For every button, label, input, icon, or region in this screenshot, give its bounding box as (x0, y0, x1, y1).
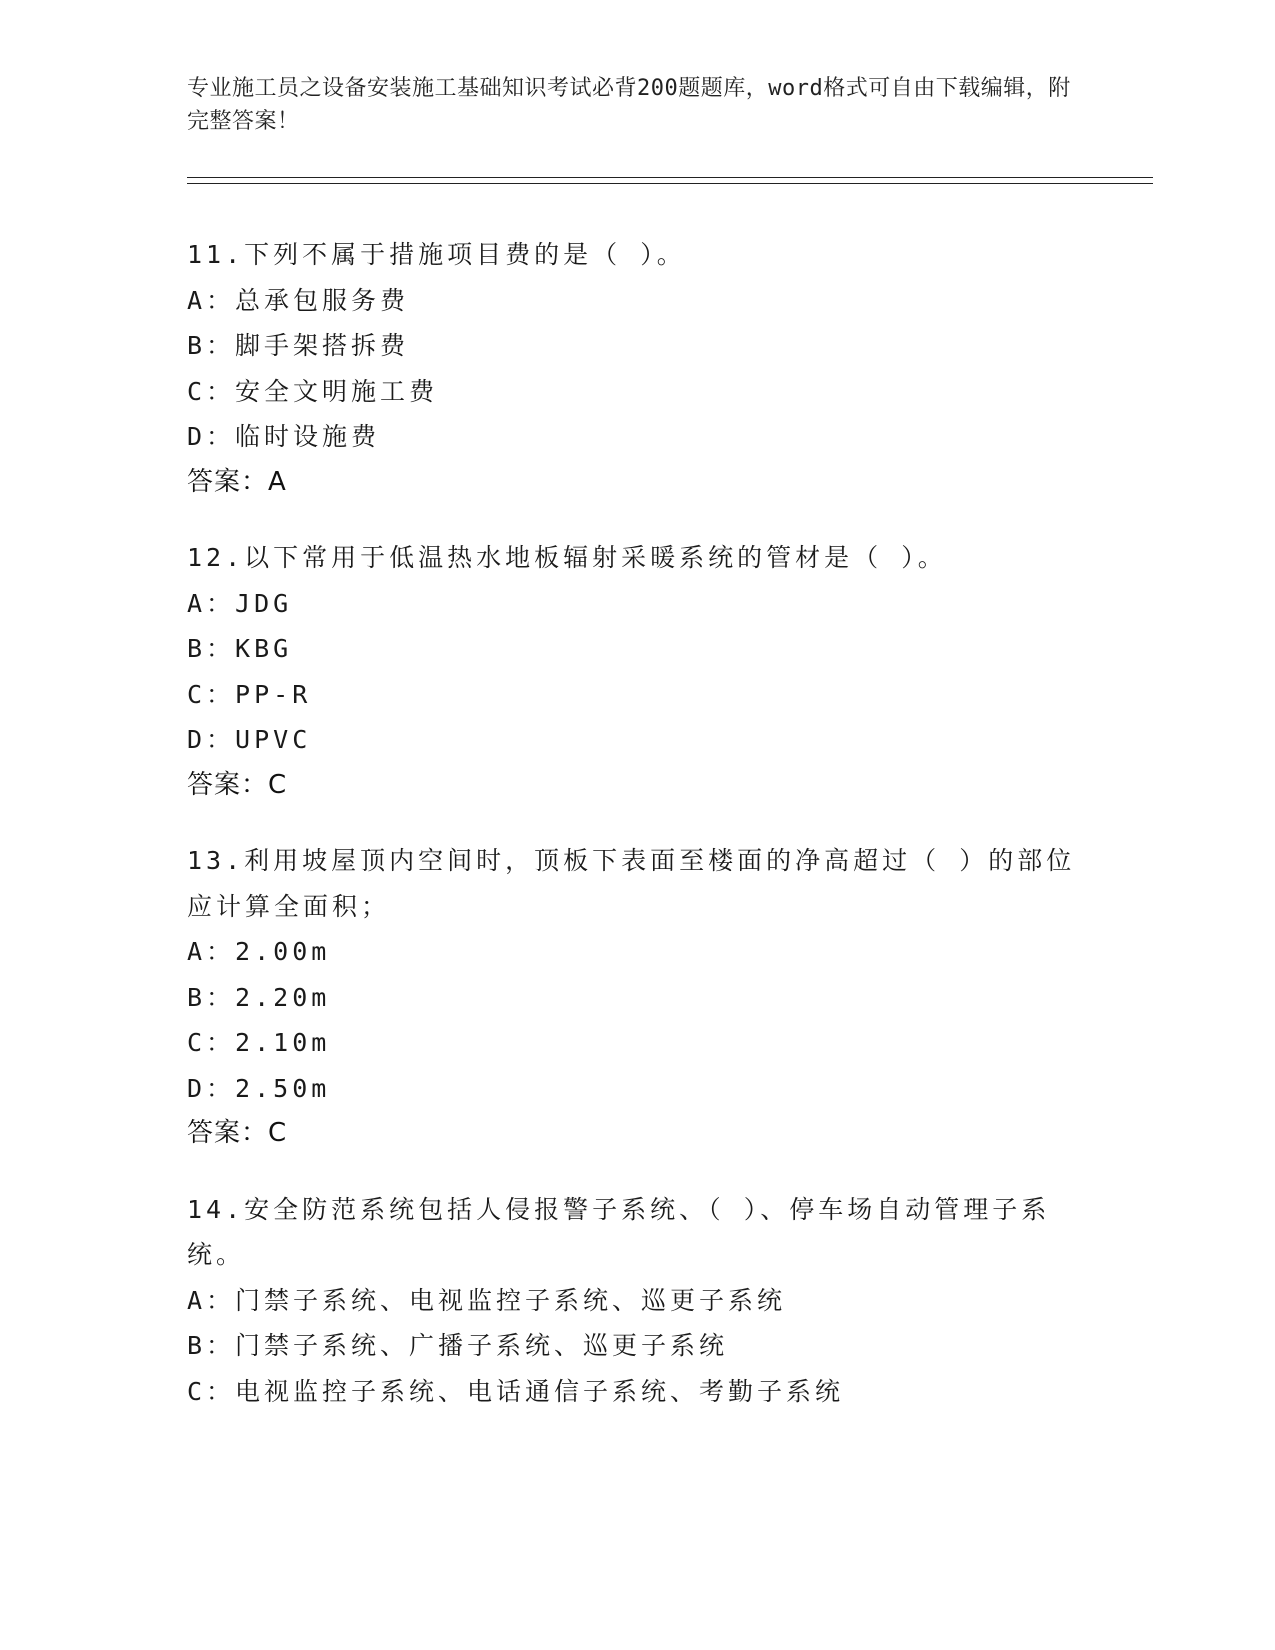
header-divider-second (187, 183, 1153, 184)
question-14 (187, 1187, 1087, 1415)
option-a: A：JDG (187, 588, 293, 618)
question-stem: 12.以下常用于低温热水地板辐射采暖系统的管材是（ ）。 (187, 543, 947, 572)
question-13 (187, 838, 1087, 1157)
option-b: B：脚手架搭拆费 (187, 331, 410, 360)
header-note: 专业施工员之设备安装施工基础知识考试必背200题题库，word格式可自由下载编辑，附完整答案！ (187, 76, 1071, 134)
answer: 答案：A (187, 466, 287, 497)
question-stem: 11.下列不属于措施项目费的是（ ）。 (187, 240, 686, 269)
question-12 (187, 535, 1087, 808)
question-stem: 13.利用坡屋顶内空间时，顶板下表面至楼面的净高超过（ ）的部位应计算全面积； (187, 846, 1076, 921)
option-c: C：PP-R (187, 679, 312, 709)
option-c: C：2.10m (187, 1028, 331, 1057)
question-stem: 14.安全防范系统包括人侵报警子系统、（ ）、停车场自动管理子系统。 (187, 1194, 1051, 1269)
option-c: C：电视监控子系统、电话通信子系统、考勤子系统 (187, 1376, 845, 1406)
option-c: C：安全文明施工费 (187, 376, 439, 406)
option-d: D：UPVC (187, 725, 312, 754)
option-d: D：2.50m (187, 1073, 331, 1103)
option-b: B：KBG (187, 634, 293, 663)
option-a: A：门禁子系统、电视监控子系统、巡更子系统 (187, 1285, 787, 1315)
header-divider (187, 177, 1153, 178)
question-list (187, 232, 1087, 1444)
answer: 答案：C (187, 769, 288, 800)
option-b: B：门禁子系统、广播子系统、巡更子系统 (187, 1331, 729, 1360)
answer: 答案：C (187, 1118, 288, 1148)
option-a: A：2.00m (187, 937, 331, 966)
option-a: A：总承包服务费 (187, 285, 410, 315)
option-b: B：2.20m (187, 982, 331, 1012)
question-11 (187, 232, 1087, 505)
option-d: D：临时设施费 (187, 422, 381, 451)
